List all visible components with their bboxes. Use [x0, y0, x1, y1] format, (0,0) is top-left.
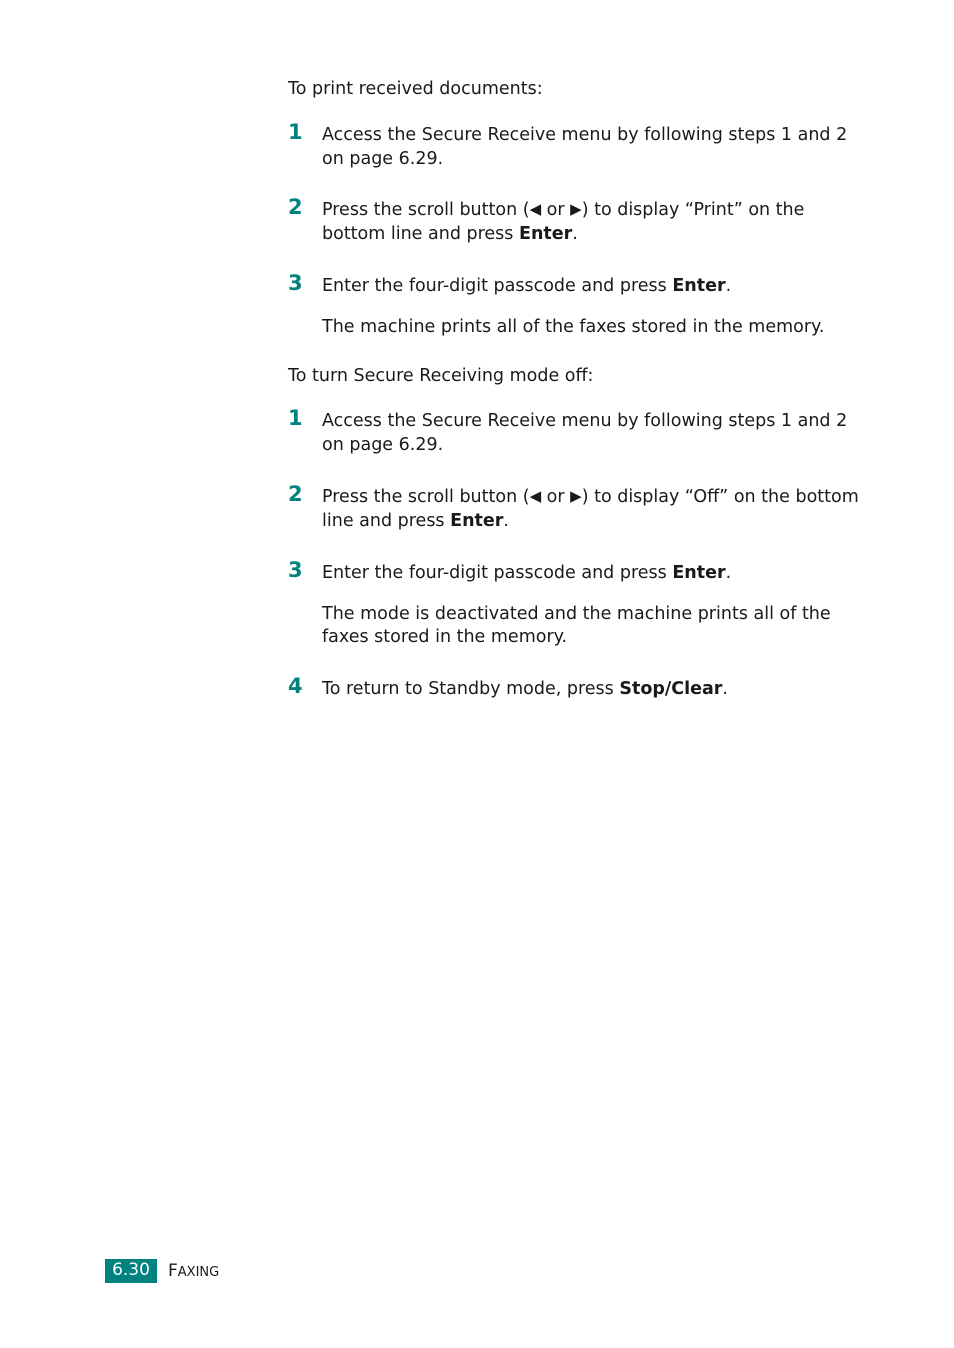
step-number: 1	[288, 120, 303, 144]
page-number: 6.30	[105, 1259, 157, 1283]
step-off-4	[288, 674, 868, 702]
step-number: 2	[288, 195, 303, 219]
step-print-3	[288, 271, 868, 299]
step-text-tail: .	[725, 563, 732, 583]
step-text-tail: .	[503, 510, 509, 531]
step-text-part: or	[541, 200, 571, 220]
step-text-part: To return to Standby mode, press	[322, 679, 620, 699]
step-text	[322, 678, 868, 702]
key-name: Enter	[450, 510, 504, 531]
left-triangle-icon: ◀	[529, 200, 542, 218]
left-triangle-icon: ◀	[529, 487, 542, 505]
step-number: 1	[288, 406, 303, 430]
step-number: 3	[288, 558, 303, 582]
right-triangle-icon: ▶	[570, 487, 582, 505]
step-text	[322, 562, 868, 586]
chapter-title-initial: F	[168, 1261, 178, 1281]
step-number: 3	[288, 271, 303, 295]
key-name: Stop/Clear	[619, 679, 723, 699]
step-print-2	[288, 195, 868, 246]
step-text-part: ) to display “Print” on the bottom line and press	[322, 200, 805, 244]
step-note: The machine prints all of the faxes stored in the memory.	[322, 317, 825, 337]
step-text-tail: .	[722, 679, 728, 699]
step-text-part: Enter the four-digit passcode and press	[322, 563, 673, 583]
step-text-part: Enter the four-digit passcode and press	[322, 276, 673, 296]
step-number: 2	[288, 482, 303, 506]
key-name: Enter	[672, 276, 726, 296]
step-off-1	[288, 406, 868, 457]
chapter-title-rest: AXING	[177, 1265, 220, 1280]
key-name: Enter	[672, 563, 726, 583]
step-off-2	[288, 482, 868, 533]
key-name: Enter	[518, 223, 573, 244]
step-text-part: Press the scroll button (	[322, 487, 530, 507]
chapter-title	[168, 1259, 219, 1285]
step-note: The mode is deactivated and the machine prints all of the faxes stored in the memory.	[322, 604, 831, 647]
section-intro-off: To turn Secure Receiving mode off:	[288, 366, 594, 386]
step-text-part: Press the scroll button (	[322, 200, 530, 220]
step-print-1	[288, 120, 868, 171]
step-number: 4	[288, 674, 303, 698]
step-text: Access the Secure Receive menu by following steps 1 and 2 on page 6.29.	[322, 125, 848, 169]
step-text	[322, 199, 868, 246]
step-text-tail: .	[725, 276, 732, 296]
step-text	[322, 275, 868, 299]
step-text-part: or	[541, 487, 571, 507]
step-text: Access the Secure Receive menu by following steps 1 and 2 on page 6.29.	[322, 411, 848, 455]
right-triangle-icon: ▶	[570, 200, 582, 218]
step-text-part: ) to display “Off” on the bottom line and press	[322, 487, 859, 531]
step-text-tail: .	[572, 223, 578, 244]
step-off-3	[288, 558, 868, 586]
step-text	[322, 486, 868, 533]
section-intro-print: To print received documents:	[288, 79, 543, 99]
